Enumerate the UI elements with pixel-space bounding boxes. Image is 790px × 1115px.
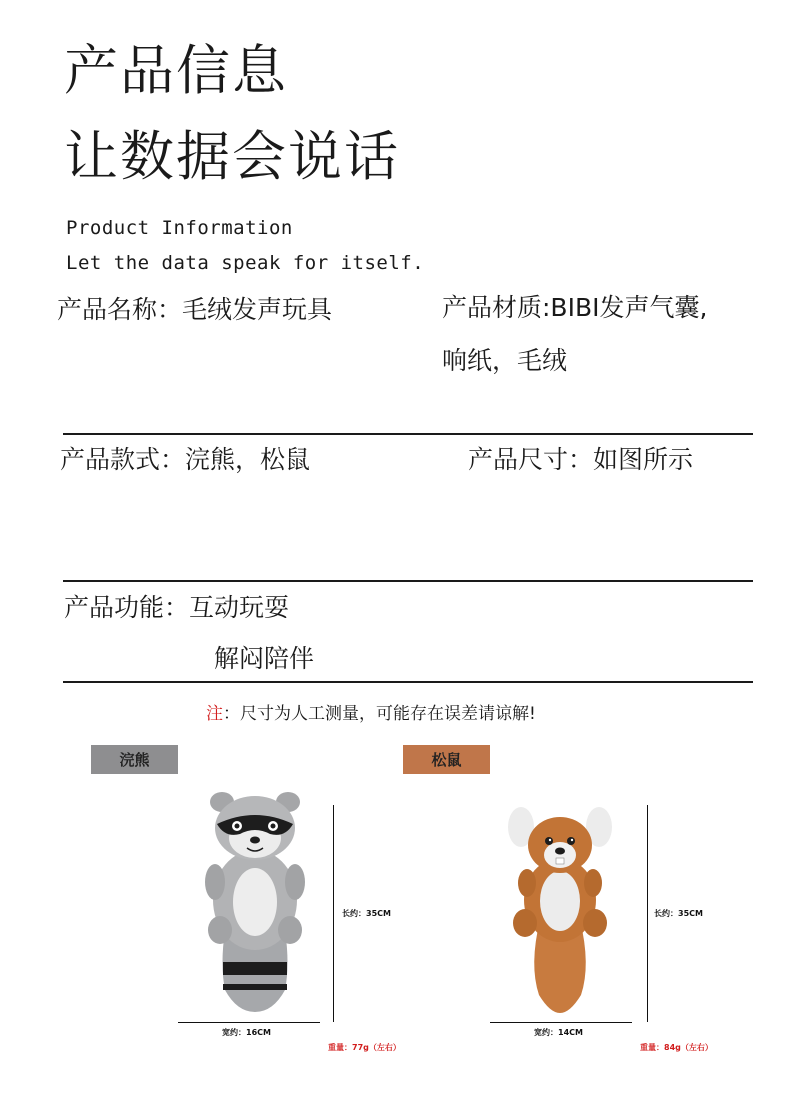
width-dimension-line (490, 1022, 632, 1023)
squirrel-plush-toy-icon (505, 805, 615, 1015)
page-subtitle: 让数据会说话 (64, 125, 400, 188)
product-function-cont: 解闷陪伴 (214, 644, 315, 673)
raccoon-weight: 重量：77g（左右） (328, 1043, 401, 1052)
squirrel-length: 长约：35CM (654, 909, 703, 918)
raccoon-width: 宽约：16CM (222, 1028, 271, 1037)
raccoon-tag: 浣熊 (91, 745, 178, 774)
length-dimension-line (647, 805, 648, 1022)
divider (63, 681, 753, 683)
squirrel-weight: 重量：84g（左右） (640, 1043, 713, 1052)
squirrel-width: 宽约：14CM (534, 1028, 583, 1037)
raccoon-plush-toy-icon (195, 790, 315, 1018)
product-name: 产品名称：毛绒发声玩具 (57, 295, 333, 324)
page-title: 产品信息 (64, 39, 288, 102)
note-text: ：尺寸为人工测量，可能存在误差请谅解! (223, 704, 536, 724)
product-function: 产品功能：互动玩耍 (64, 593, 290, 622)
measurement-note (206, 699, 536, 724)
product-material: 产品材质:BIBI发声气囊, (442, 293, 708, 322)
product-style: 产品款式：浣熊，松鼠 (60, 445, 311, 474)
product-material-cont: 响纸，毛绒 (442, 346, 568, 375)
english-subtitle: Let the data speak for itself. (66, 252, 425, 274)
squirrel-tag: 松鼠 (403, 745, 490, 774)
product-size: 产品尺寸：如图所示 (468, 445, 694, 474)
width-dimension-line (178, 1022, 320, 1023)
divider (63, 580, 753, 582)
length-dimension-line (333, 805, 334, 1022)
english-title: Product Information (66, 217, 293, 239)
raccoon-length: 长约：35CM (342, 909, 391, 918)
divider (63, 433, 753, 435)
note-prefix: 注 (206, 704, 223, 724)
